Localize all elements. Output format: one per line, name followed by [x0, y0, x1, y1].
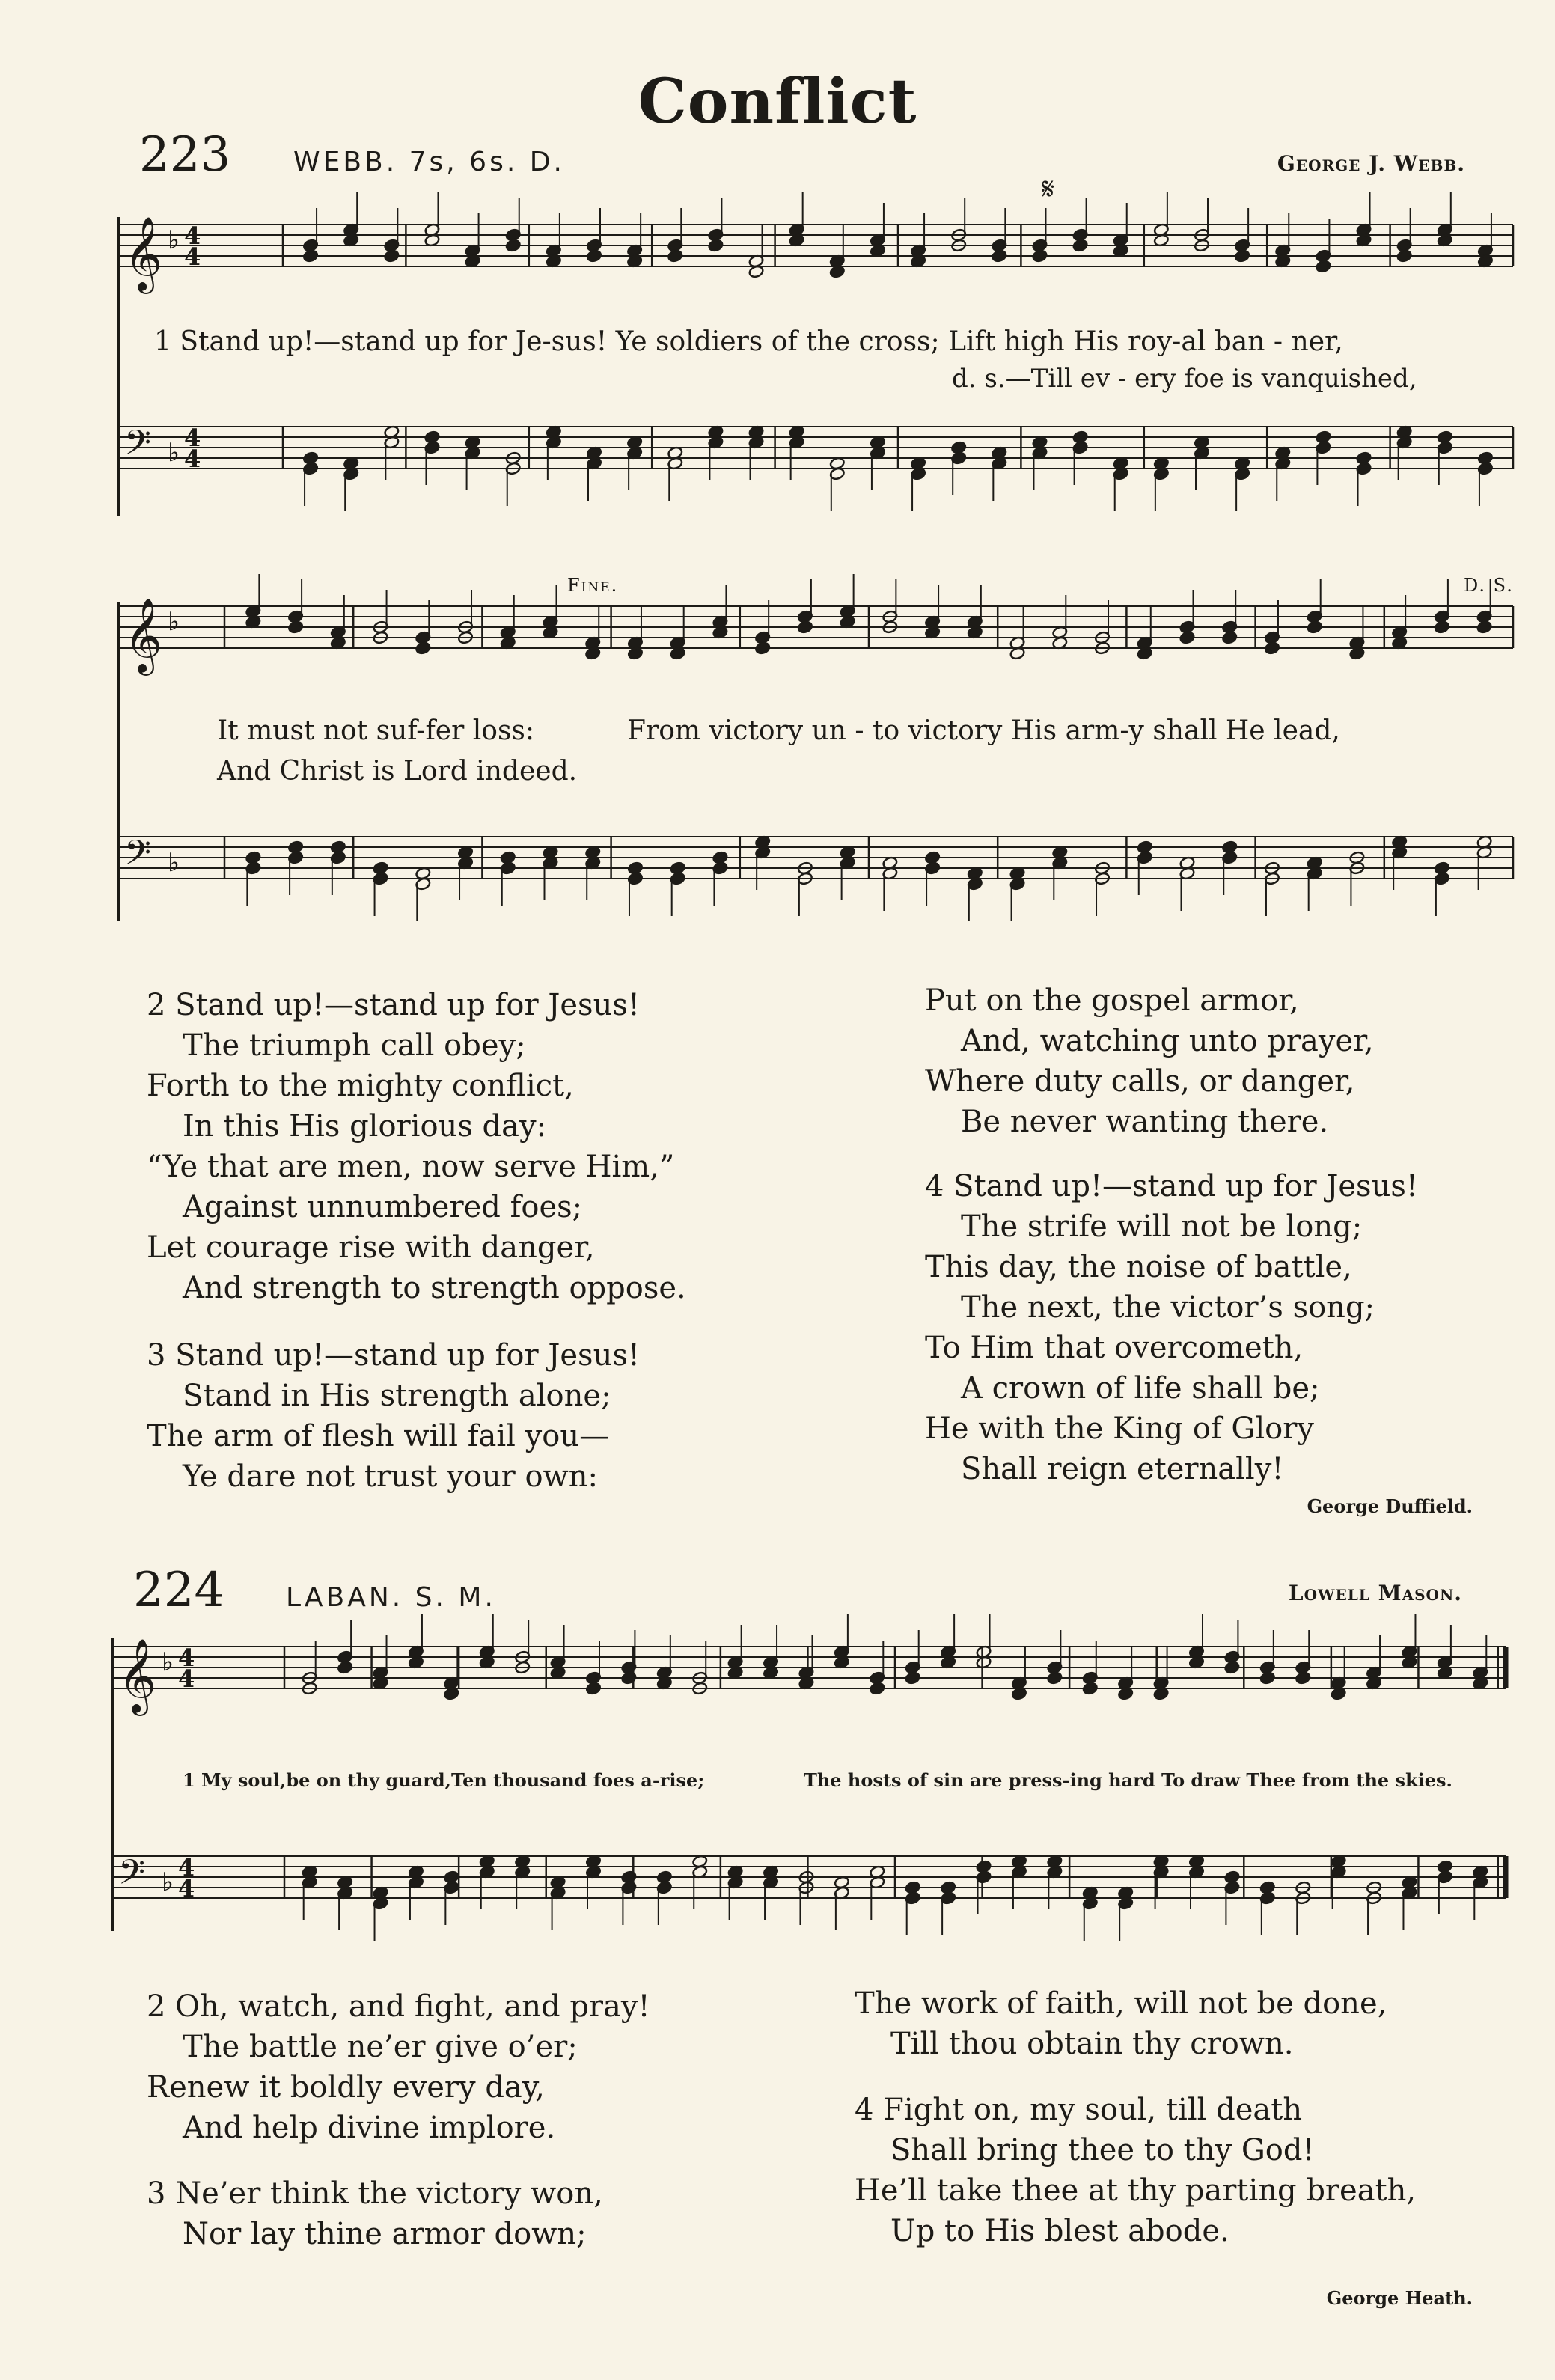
verse-line: He’ll take thee at thy parting breath, — [855, 2173, 1417, 2208]
section-title: Conflict — [638, 66, 917, 138]
note-head-icon — [1047, 1671, 1063, 1685]
flat-sign-icon: ♭ — [168, 848, 180, 878]
note-head-icon — [1396, 249, 1412, 263]
verse-line: 4 Fight on, my soul, till death — [855, 2093, 1303, 2127]
verse-line: A crown of life shall be; — [961, 1371, 1320, 1406]
verse-line: 2 Oh, watch, and fight, and pray! — [147, 1989, 650, 2024]
lyric-line-2c: And Christ is Lord indeed. — [217, 756, 578, 787]
composer-223: George J. Webb. — [1277, 151, 1465, 176]
flat-sign-icon: ♭ — [168, 438, 180, 468]
verse-line: Be never wanting there. — [961, 1105, 1329, 1139]
verse-line: Nor lay thine armor down; — [183, 2217, 587, 2251]
note-head-icon — [992, 249, 1007, 263]
verse-line: Ye dare not trust your own: — [183, 1459, 599, 1494]
note-head-icon — [1434, 620, 1449, 634]
bass-clef-icon: 𝄢 — [124, 833, 152, 882]
note-head-icon — [586, 249, 602, 263]
verse-3 — [147, 1335, 686, 1497]
note-head-icon — [1295, 1671, 1311, 1685]
verse-line: Stand in His strength alone; — [183, 1379, 611, 1413]
flat-sign-icon: ♭ — [168, 225, 180, 255]
verse-3-cont — [925, 980, 1418, 1142]
hymn-number-224: 224 — [133, 1563, 225, 1618]
note-head-icon — [1032, 249, 1048, 263]
treble-clef-icon: 𝄞 — [118, 1638, 156, 1713]
lyric-224a: 1 My soul,be on thy guard,Ten thousand foes a-rise; — [183, 1769, 705, 1791]
verse-line: The triumph call obey; — [183, 1028, 526, 1063]
note-head-icon — [905, 1671, 920, 1685]
verses-right-224 — [855, 1983, 1416, 2251]
note-head-icon — [1072, 239, 1088, 252]
note-head-icon — [870, 1682, 885, 1695]
verse-2 — [147, 985, 686, 1308]
flat-sign-icon: ♭ — [168, 607, 180, 637]
bass-clef-icon: 𝄢 — [124, 423, 152, 472]
time-signature-icon: 4 — [178, 1874, 195, 1903]
time-signature-icon: 4 — [178, 1644, 195, 1672]
verse-224-4 — [855, 2090, 1416, 2251]
verse-224-3-cont — [855, 1983, 1416, 2064]
bass-clef-icon: 𝄢 — [118, 1852, 146, 1901]
verse-line: He with the King of Glory — [925, 1412, 1314, 1446]
lyric-line-2a: It must not suf-fer loss: — [217, 715, 535, 746]
verse-line: “Ye that are men, now serve Him,” — [147, 1150, 675, 1184]
verse-line: Against unnumbered foes; — [183, 1190, 583, 1224]
verse-line: Let courage rise with danger, — [147, 1230, 595, 1265]
verses-right-223 — [925, 980, 1418, 1489]
verse-line: And, watching unto prayer, — [961, 1024, 1374, 1058]
verse-line: And help divine implore. — [183, 2111, 556, 2145]
verse-line: Where duty calls, or danger, — [925, 1064, 1355, 1099]
time-signature-icon: 4 — [184, 445, 201, 473]
time-signature-icon: 4 — [178, 1665, 195, 1693]
verse-line: Shall reign eternally! — [961, 1452, 1284, 1486]
note-head-icon — [415, 641, 431, 655]
verse-line: Renew it boldly every day, — [147, 2070, 545, 2105]
tune-name-223: WEBB. 7s, 6s. D. — [293, 147, 565, 177]
time-signature-icon: 4 — [178, 1853, 195, 1882]
note-head-icon — [667, 249, 683, 263]
note-head-icon — [1082, 1682, 1098, 1695]
ds-marker: D. S. — [1464, 575, 1514, 596]
verses-left-224 — [147, 1986, 650, 2254]
lyric-line-1-ds: d. s.—Till ev - ery foe is vanquished, — [952, 364, 1417, 394]
note-head-icon — [1264, 641, 1280, 655]
treble-clef-icon: 𝄞 — [124, 598, 162, 673]
tune-name-224: LABAN. S. M. — [286, 1582, 496, 1613]
verse-line: Till thou obtain thy crown. — [890, 2027, 1294, 2061]
verse-line: This day, the noise of battle, — [925, 1250, 1352, 1284]
fine-marker: Fine. — [567, 575, 619, 596]
note-head-icon — [1307, 620, 1322, 634]
note-head-icon — [585, 1682, 601, 1695]
verses-left-223 — [147, 985, 686, 1497]
verse-line: The strife will not be long; — [961, 1209, 1363, 1244]
time-signature-icon: 4 — [184, 222, 201, 250]
verse-224-3 — [147, 2173, 650, 2254]
note-head-icon — [754, 641, 770, 655]
note-head-icon — [302, 249, 318, 263]
author-223: George Duffield. — [1307, 1495, 1473, 1517]
verse-line: Forth to the mighty conflict, — [147, 1069, 574, 1103]
verse-4 — [925, 1166, 1418, 1489]
note-head-icon — [797, 620, 813, 634]
note-head-icon — [621, 1671, 637, 1685]
verse-line: Put on the gospel armor, — [925, 983, 1299, 1018]
flat-sign-icon: ♭ — [162, 1867, 174, 1897]
verse-line: 2 Stand up!—stand up for Jesus! — [147, 988, 640, 1022]
time-signature-icon: 4 — [184, 424, 201, 452]
verse-line: 3 Stand up!—stand up for Jesus! — [147, 1338, 640, 1373]
note-head-icon — [1224, 1661, 1240, 1674]
composer-224: Lowell Mason. — [1288, 1581, 1462, 1605]
flat-sign-icon: ♭ — [162, 1647, 174, 1677]
note-head-icon — [287, 620, 303, 634]
note-head-icon — [505, 239, 521, 252]
time-signature-icon: 4 — [184, 242, 201, 271]
note-head-icon — [1259, 1671, 1275, 1685]
note-head-icon — [337, 1661, 352, 1674]
lyric-line-1: 1 Stand up!—stand up for Je-sus! Ye soldiers of the cross; Lift high His roy-al ban - ner, — [154, 326, 1343, 357]
note-head-icon — [708, 239, 724, 252]
verse-line: The next, the victor’s song; — [961, 1290, 1375, 1325]
hymn-number-223: 223 — [139, 127, 231, 183]
author-224: George Heath. — [1326, 2287, 1473, 2309]
verse-line: Shall bring thee to thy God! — [890, 2133, 1315, 2167]
verse-line: The battle ne’er give o’er; — [183, 2030, 578, 2064]
verse-line: 4 Stand up!—stand up for Jesus! — [925, 1169, 1418, 1203]
verse-line: To Him that overcometh, — [925, 1331, 1304, 1365]
note-head-icon — [1222, 631, 1238, 644]
note-head-icon — [1476, 620, 1492, 634]
verse-line: And strength to strength oppose. — [183, 1271, 686, 1305]
verse-line: Up to His blest abode. — [890, 2214, 1229, 2248]
note-head-icon — [1179, 631, 1195, 644]
note-head-icon — [384, 249, 400, 263]
note-head-icon — [1234, 249, 1250, 263]
verse-line: The work of faith, will not be done, — [855, 1986, 1387, 2021]
verse-line: In this His glorious day: — [183, 1109, 547, 1144]
verse-224-2 — [147, 1986, 650, 2148]
segno-icon: 𝄋 — [1042, 172, 1055, 207]
treble-clef-icon: 𝄞 — [124, 216, 162, 291]
lyric-224b: The hosts of sin are press-ing hard To draw Thee from the skies. — [804, 1769, 1452, 1791]
lyric-line-2b: From victory un - to victory His arm-y shall He lead, — [627, 715, 1340, 746]
note-head-icon — [1316, 260, 1331, 273]
verse-line: The arm of flesh will fail you— — [147, 1419, 610, 1453]
verse-line: 3 Ne’er think the victory won, — [147, 2176, 603, 2211]
